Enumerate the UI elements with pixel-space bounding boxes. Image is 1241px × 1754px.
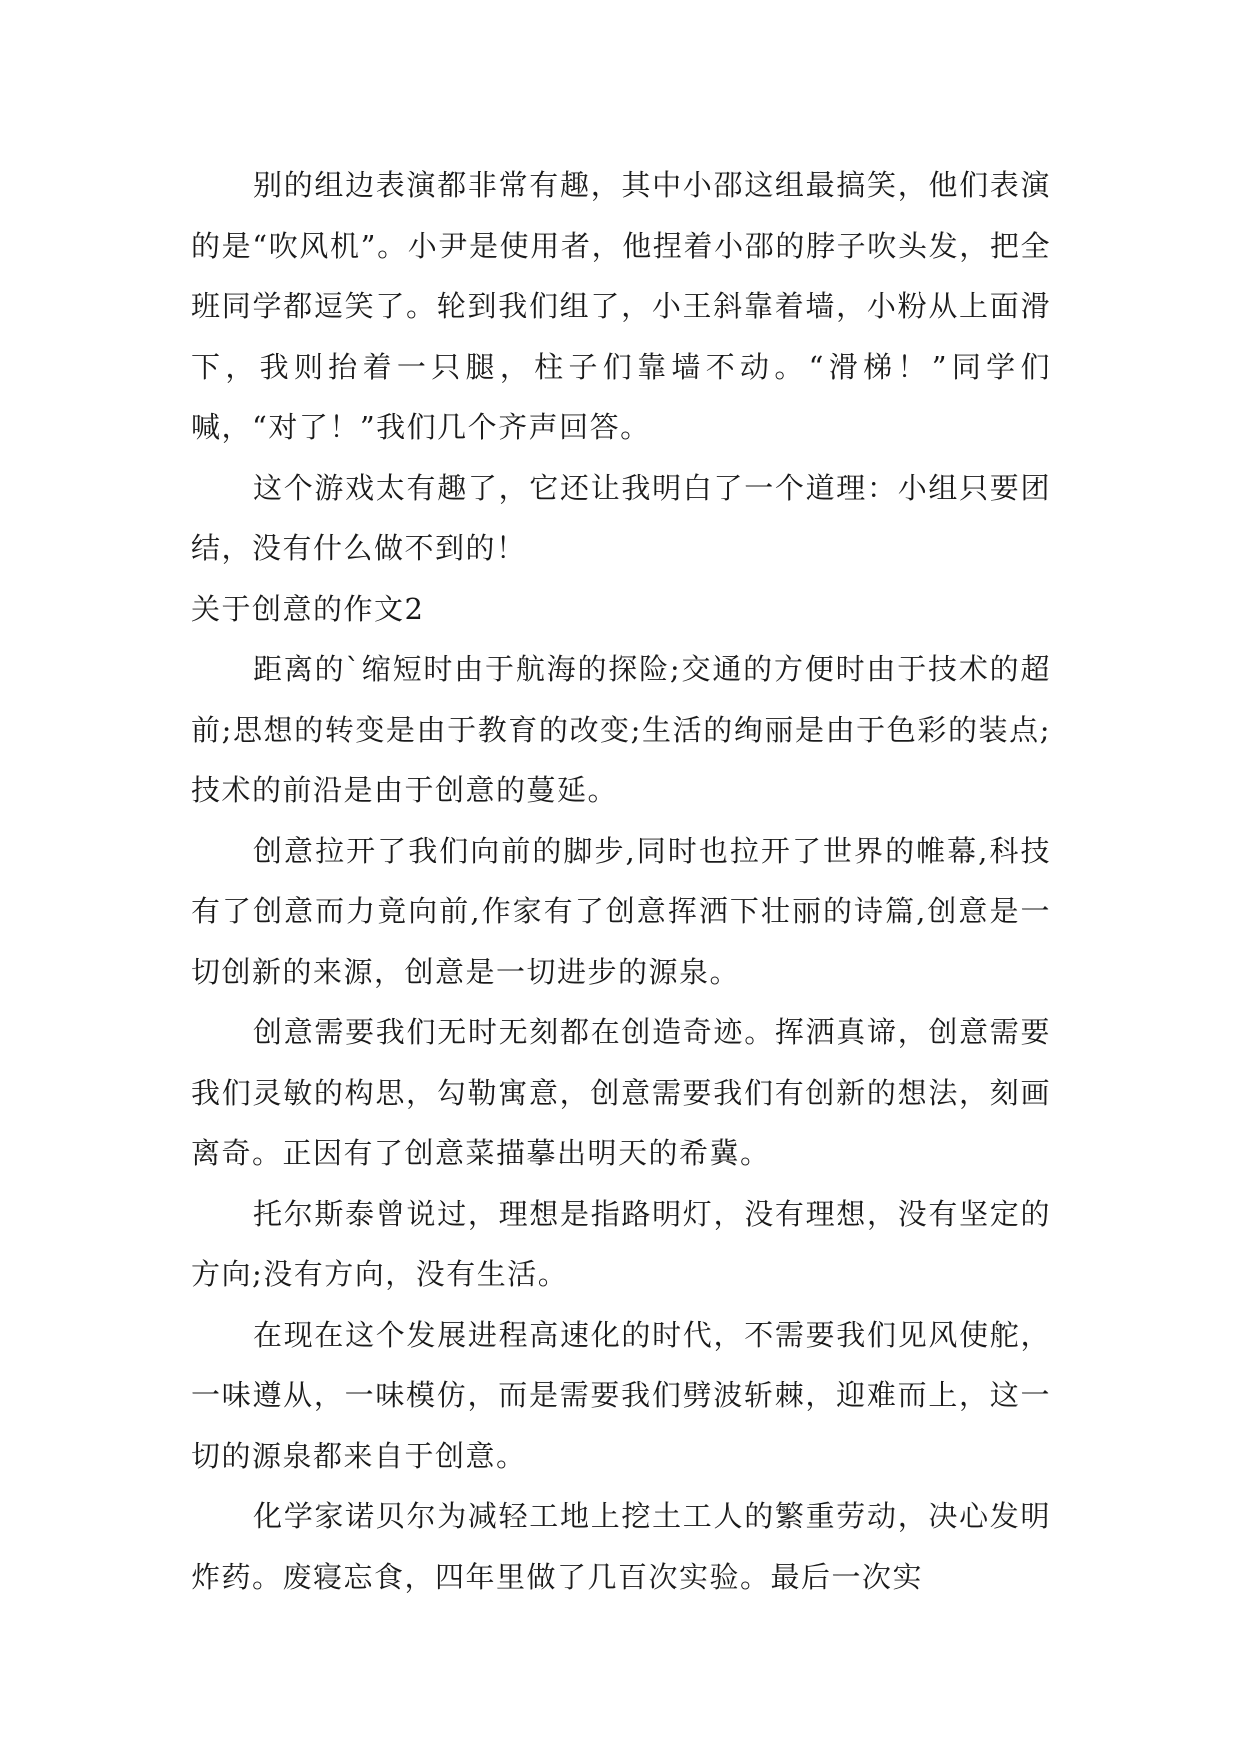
paragraph: 化学家诺贝尔为减轻工地上挖土工人的繁重劳动，决心发明炸药。废寝忘食，四年里做了几百次实验。最后一次实 <box>191 1499 1051 1594</box>
paragraph: 托尔斯泰曾说过，理想是指路明灯，没有理想，没有坚定的方向;没有方向，没有生活。 <box>191 1196 1051 1291</box>
section-heading: 关于创意的作文2 <box>191 591 425 626</box>
paragraph: 别的组边表演都非常有趣，其中小邵这组最搞笑，他们表演的是“吹风机”。小尹是使用者，他捏着小邵的脖子吹头发，把全班同学都逗笑了。轮到我们组了，小王斜靠着墙，小粉从上面滑下，我则抬着一只腿，柱子们靠墙不动。“滑梯！”同学们喊，“对了！”我们几个齐声回答。 <box>191 168 1051 444</box>
paragraph: 创意需要我们无时无刻都在创造奇迹。挥洒真谛，创意需要我们灵敏的构思，勾勒寓意，创意需要我们有创新的想法，刻画离奇。正因有了创意菜描摹出明天的希冀。 <box>191 1015 1051 1170</box>
paragraph: 距离的`缩短时由于航海的探险;交通的方便时由于技术的超前;思想的转变是由于教育的改变;生活的绚丽是由于色彩的装点;技术的前沿是由于创意的蔓延。 <box>191 652 1051 807</box>
paragraph: 这个游戏太有趣了，它还让我明白了一个道理：小组只要团结，没有什么做不到的！ <box>191 470 1051 565</box>
paragraph: 在现在这个发展进程高速化的时代，不需要我们见风使舵，一味遵从，一味模仿，而是需要我们劈波斩棘，迎难而上，这一切的源泉都来自于创意。 <box>191 1317 1051 1473</box>
document-body <box>191 155 1051 1607</box>
paragraph: 创意拉开了我们向前的脚步,同时也拉开了世界的帷幕,科技有了创意而力竟向前,作家有了创意挥洒下壮丽的诗篇,创意是一切创新的来源，创意是一切进步的源泉。 <box>191 833 1051 989</box>
